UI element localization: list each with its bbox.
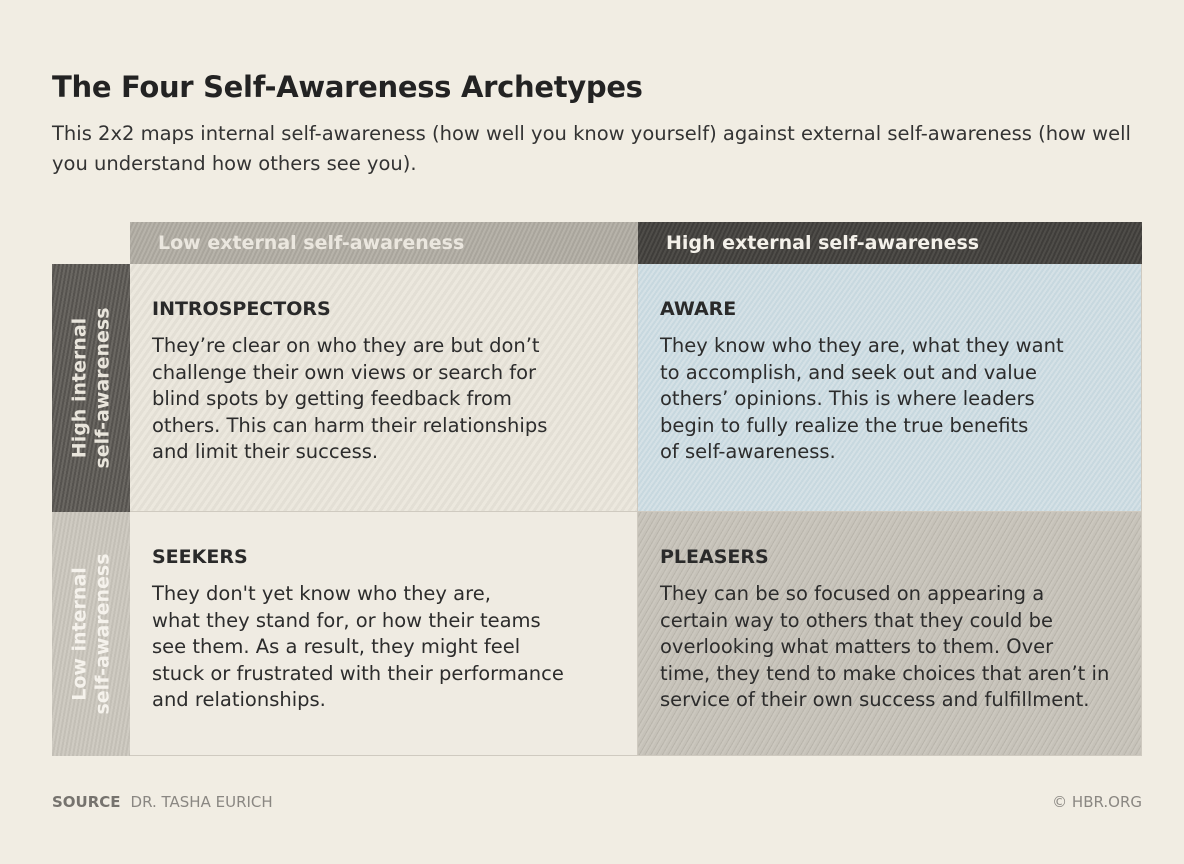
quadrant-description: They can be so focused on appearing a certain way to others that they could be overlooking what matters to them. Over time, they tend to make choices that aren’t in service of their own success and fulfillment. [660, 582, 1110, 711]
row-header-low-internal [52, 512, 130, 756]
quadrant-title: SEEKERS [152, 546, 248, 568]
column-header-low-external: Low external self-awareness [130, 222, 638, 264]
quadrant-title: AWARE [660, 298, 737, 320]
quadrant-introspectors [130, 264, 638, 512]
diagram-title: The Four Self-Awareness Archetypes [52, 70, 643, 104]
row-header-high-internal [52, 264, 130, 512]
row-label-high-internal [68, 307, 114, 468]
quadrant-description: They know who they are, what they want to accomplish, and seek out and value others’ opinions. This is where leaders begin to fully realize the true benefits of self-awareness. [660, 334, 1064, 463]
row-label-line: self-awareness [91, 307, 114, 469]
diagram-subtitle: This 2x2 maps internal self-awareness (how well you know yourself) against external self-awareness (how well you understand how others see you). [52, 122, 1131, 175]
row-label-low-internal [68, 553, 114, 714]
column-header-high-external: High external self-awareness [638, 222, 1142, 264]
row-label-line: Low internal [68, 567, 91, 701]
source-credit [52, 793, 273, 811]
source-value: DR. TASHA EURICH [130, 793, 273, 811]
quadrant-aware [638, 264, 1142, 512]
source-label: SOURCE [52, 793, 121, 811]
copyright-notice: © HBR.ORG [1052, 793, 1142, 811]
quadrant-title: PLEASERS [660, 546, 769, 568]
quadrant-title: INTROSPECTORS [152, 298, 331, 320]
quadrant-seekers [130, 512, 638, 756]
quadrant-pleasers [638, 512, 1142, 756]
quadrant-description: They’re clear on who they are but don’t challenge their own views or search for blind spots by getting feedback from others. This can harm their relationships and limit their success. [152, 334, 548, 463]
quadrant-description: They don't yet know who they are, what they stand for, or how their teams see them. As a result, they might feel stuck or frustrated with their performance and relationships. [152, 582, 564, 711]
row-label-line: High internal [68, 317, 91, 459]
row-label-line: self-awareness [91, 553, 114, 715]
